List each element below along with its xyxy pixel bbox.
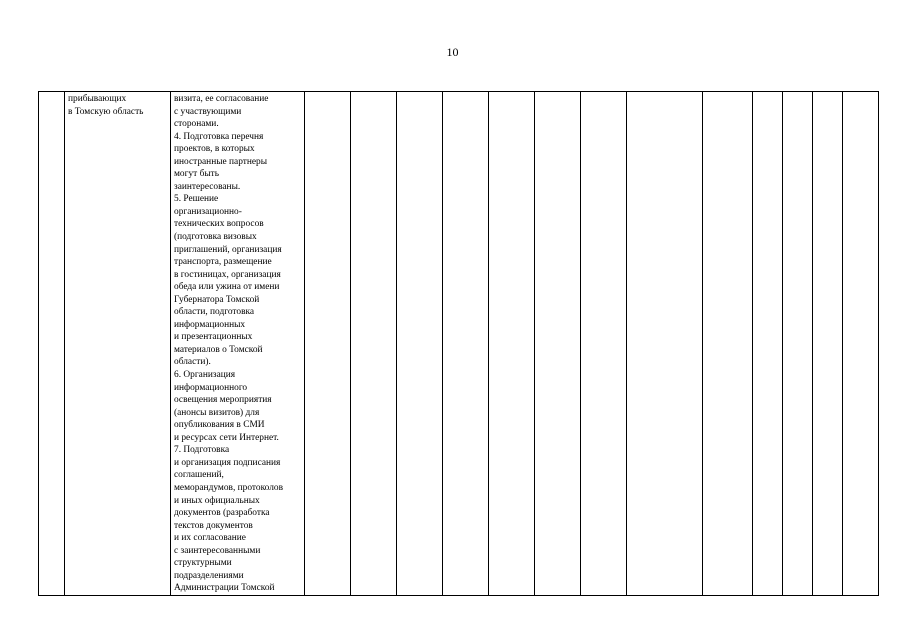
cell-description: визита, ее согласование с участвующими сторонами. 4. Подготовка перечня проектов, в которых иностранные партнеры могут быть заинтересованы. 5. Решение организационно- технических вопросов (подготовка визовых приглашений, организация транспорта, размещение в гостиницах, организация обеда или ужина от имени Губернатора Томской области, подготовка информационных и презентационных материалов о Томской области). 6. Организация информационного освещения мероприятия (анонсы визитов) для опубликования в СМИ и ресурсах сети Интернет. 7. Подготовка и организация подписания соглашений, меморандумов, протоколов и иных официальных документов (разработка текстов документов и их согласование с заинтересованными структурными подразделениями Администрации Томской (171, 92, 305, 596)
empty-cell-3 (397, 92, 443, 596)
empty-cell-2 (351, 92, 397, 596)
empty-cell-12 (813, 92, 843, 596)
empty-cell-6 (535, 92, 581, 596)
empty-cell-5 (489, 92, 535, 596)
empty-cell-10 (753, 92, 783, 596)
empty-cell-8 (627, 92, 703, 596)
empty-cell-11 (783, 92, 813, 596)
empty-cell-4 (443, 92, 489, 596)
empty-cell-9 (703, 92, 753, 596)
empty-cell-7 (581, 92, 627, 596)
page-number: 10 (446, 45, 459, 59)
table-row (39, 92, 879, 596)
cell-number (39, 92, 65, 596)
empty-cell-1 (305, 92, 351, 596)
cell-category: прибывающих в Томскую область (65, 92, 171, 596)
empty-cell-13 (843, 92, 879, 596)
measures-table (38, 91, 879, 596)
